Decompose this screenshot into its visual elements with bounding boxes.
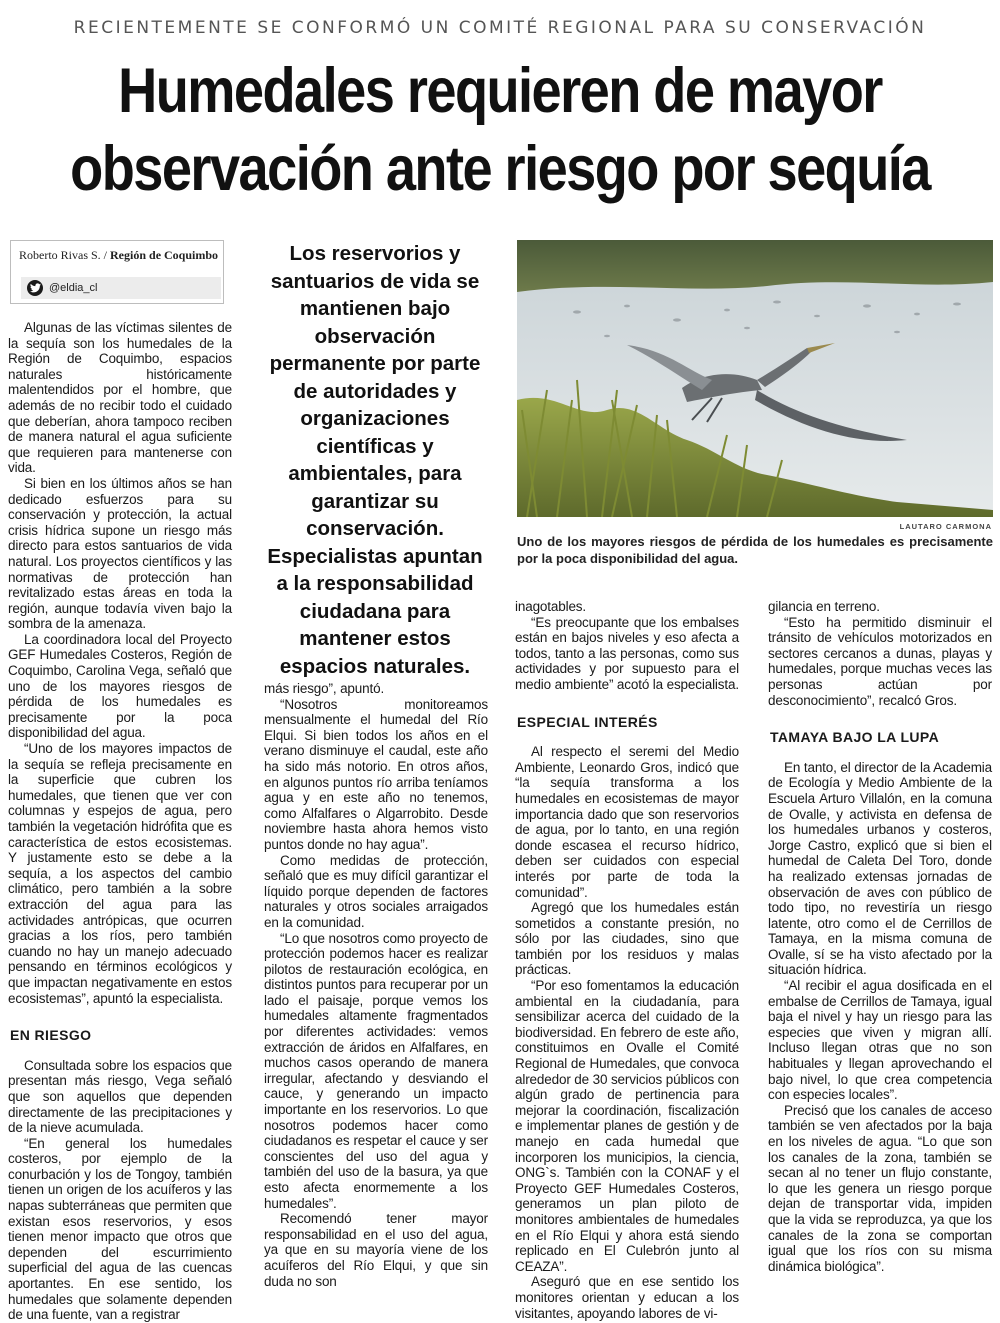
- paragraph: “Nosotros monitoreamos mensualmente el humedal del Río Elqui. Si bien todos los años en el verano disminuye el caudal, este año ha sido más notorio. En otros años, en algunos puntos río arriba teníamos agua y en este año no tenemos, como Alfalfares o Algarrobito. Desde noviembre hasta ahora hemos visto puntos donde no hay agua”.: [264, 696, 488, 852]
- author-name: Roberto Rivas S.: [19, 248, 101, 262]
- article-kicker: RECIENTEMENTE SE CONFORMÓ UN COMITÉ REGIONAL PARA SU CONSERVACIÓN: [73, 18, 927, 38]
- byline-separator: /: [103, 248, 108, 262]
- paragraph: inagotables.: [515, 599, 587, 614]
- byline-box: [10, 240, 224, 304]
- paragraph: “Al recibir el agua dosificada en el embalse de Cerrillos de Tamaya, igual baja el nivel y hay un riesgo para las especies que viven y migran allí. Incluso llegan otras que no son habituales y llegan aprovechando el bajo nivel, lo que crea competencia con especies locales”.: [768, 978, 992, 1103]
- byline-region: Región de Coquimbo: [110, 248, 219, 262]
- paragraph: Recomendó tener mayor responsabilidad en el uso del agua, ya que en su mayoría viene de los acuíferos del Río Elqui, y que sin duda no son: [264, 1211, 488, 1289]
- paragraph: “Uno de los mayores impactos de la sequía se refleja precisamente en la superficie que cubren los humedales, que tienen que ver con columnas y espejos de agua, pero también la vegetación hidrófita que es característica de estos ecosistemas. Y justamente esto se debe a la sequía, a los aspectos del cambio climático, pero también a la sobre extracción del agua para las actividades antrópicas, que ocurren gracias a los ríos, pero también cuando no hay un manejo adecuado pensando en términos ecológicos y que impactan negativamente en estos ecosistemas”, apuntó la especialista.: [8, 741, 232, 1006]
- heron-wetland-photo: [517, 240, 993, 517]
- twitter-icon: [27, 280, 43, 296]
- photo-credit: LAUTARO CARMONA: [899, 522, 992, 531]
- article-headline: [70, 52, 930, 208]
- paragraph: Precisó que los canales de acceso también se ven afectados por la baja en los niveles de agua. “Lo que son los canales de la zona, también se secan al no tener un flujo constante, lo que les genera un riesgo porque dejan de transportar vida, impiden que la vida se reproduzca, ya que los canales de la zona se comportan igual que los ríos con su misma dinámica biológica”.: [768, 1102, 992, 1274]
- paragraph: Agregó que los humedales están sometidos a constante presión, no sólo por las ciudades, sino que también por los residuos y malas prácticas.: [515, 900, 739, 978]
- section-heading: TAMAYA BAJO LA LUPA: [770, 729, 940, 746]
- paragraph: Si bien en los últimos años se han dedicado esfuerzos para su conservación y protección, la actual crisis hídrica supone un riesgo más directo para estos santuarios de vida natural. Los proyectos científicos y las normativas de protección han revitalizado estas áreas en toda la región, aunque todavía viven bajo la sombra de la amenaza.: [8, 475, 232, 632]
- paragraph: más riesgo”, apuntó.: [264, 681, 385, 696]
- pull-quote: Los reservorios y santuarios de vida se mantienen bajo observación permanente por parte de autoridades y organizaciones científicas y ambientales, para garantizar su conservación. Especialistas apuntan a la responsabilidad ciudadana para mantener estos espacios naturales.: [267, 242, 483, 678]
- section-heading: ESPECIAL INTERÉS: [517, 713, 658, 730]
- paragraph: Algunas de las víctimas silentes de la sequía son los humedales de la Región de Coquimbo, espacios naturales históricamente malentendidos por el hombre, que además de no recibir todo el cuidado que deberían, ahora tampoco reciben de manera natural el agua suficiente que requieren para mantenerse con vida.: [8, 320, 232, 476]
- paragraph: “Por eso fomentamos la educación ambiental en la ciudadanía, para sensibilizar acerca del cuidado de la biodiversidad. En febrero de este año, constituimos en Ovalle el Comité Regional de Humedales, que convoca alrededor de 30 servicios públicos con algún grado de pertinencia para mejorar la coordinación, fiscalización e implementar planes de gestión y de manejo en cada humedal que incorporen los municipios, la ciencia, ONG`s. También con la CONAF y el Proyecto GEF Humedales Costeros, generamos un plan piloto de monitores ambientales de humedales en el Río Elqui y ahora está siendo replicado en El Culebrón junto al CEAZA”.: [515, 978, 739, 1274]
- text-column-4: [768, 599, 992, 1274]
- text-column-1: [8, 320, 232, 1323]
- text-column-3: [515, 599, 739, 1321]
- paragraph: Aseguró que en ese sentido los monitores orientan y educan a los visitantes, apoyando labores de vi-: [515, 1274, 739, 1321]
- paragraph: “En general los humedales costeros, por ejemplo de la conurbación y los de Tongoy, también tienen un origen de los acuíferos y las napas subterráneas que permiten que existan esos reservorios, y esos tienen menor impacto que otros que dependen del escurrimiento superficial del agua de las cuencas aportantes. En ese sentido, los humedales que solamente dependen de una fuente, van a registrar: [8, 1135, 232, 1323]
- section-heading: EN RIESGO: [10, 1027, 92, 1044]
- photo-caption: Uno de los mayores riesgos de pérdida de los humedales es precisamente por la poca disponibilidad del agua.: [517, 534, 993, 566]
- paragraph: Como medidas de protección, señaló que es muy difícil garantizar el líquido porque dependen de factores naturales y otros sociales arraigados en la comunidad.: [264, 852, 488, 930]
- paragraph: “Esto ha permitido disminuir el tránsito de vehículos motorizados en sectores cercanos a dunas, playas y humedales, porque muchas veces las personas actúan por desconocimiento”, recalcó Gros.: [768, 614, 992, 708]
- paragraph: Al respecto el seremi del Medio Ambiente, Leonardo Gros, indicó que “la sequía transforma a los humedales en ecosistemas de mayor importancia dado que son reservorios de agua, por lo tanto, en una región donde escasea el recurso hídrico, deben ser cuidados con especial interés por parte de toda la comunidad”.: [515, 744, 739, 900]
- social-handle-bar[interactable]: [21, 277, 221, 299]
- headline-line-1: Humedales requieren de mayor: [118, 56, 882, 126]
- paragraph: “Es preocupante que los embalses están en bajos niveles y eso afecta a todos, tanto a las personas, como sus actividades y por supuesto para el medio ambiente” acotó la especialista.: [515, 614, 739, 692]
- paragraph: “Lo que nosotros como proyecto de protección podemos hacer es realizar pilotos de restauración ecológica, en distintos puntos para recuperar por un lado el paisaje, porque vemos los humedales altamente fragmentados por diferentes actividades: vemos extracción de áridos en Alfalfares, en muchos casos operando de manera irregular, afectando y desviando el cauce, y generando un impacto importante en los reservorios. Lo que nosotros podemos hacer como ciudadanos es respetar el cauce y ser conscientes del uso del agua y también del uso de la basura, ya que esto afecta enormemente a los humedales”.: [264, 930, 488, 1211]
- paragraph: Consultada sobre los espacios que presentan más riesgo, Vega señaló que son aquellos que dependen directamente de las precipitaciones y de la nieve acumulada.: [8, 1057, 232, 1136]
- headline-line-2: observación ante riesgo por sequía: [70, 134, 930, 204]
- text-column-2: [264, 681, 488, 1289]
- byline-names: [11, 241, 223, 263]
- twitter-handle: @eldia_cl: [49, 282, 98, 294]
- paragraph: La coordinadora local del Proyecto GEF Humedales Costeros, Región de Coquimbo, Carolina Vega, señaló que uno de los mayores riesgos de pérdida de los humedales es precisamente por la poca disponibilidad del agua.: [8, 631, 232, 741]
- paragraph: gilancia en terreno.: [768, 599, 880, 614]
- paragraph: En tanto, el director de la Academia de Ecología y Medio Ambiente de la Escuela Arturo Villalón, en la comuna de Ovalle, y activista en defensa de los humedales urbanos y costeros, Jorge Castro, explicó que si bien el humedal de Caleta Del Toro, donde ha realizado extensas jornadas de observación de aves con público de todo tipo, no revestiría un riesgo latente, otro como el de Cerrillos de Tamaya, en la misma comuna de Ovalle, sí se ha visto afectado por la situación hídrica.: [768, 759, 992, 978]
